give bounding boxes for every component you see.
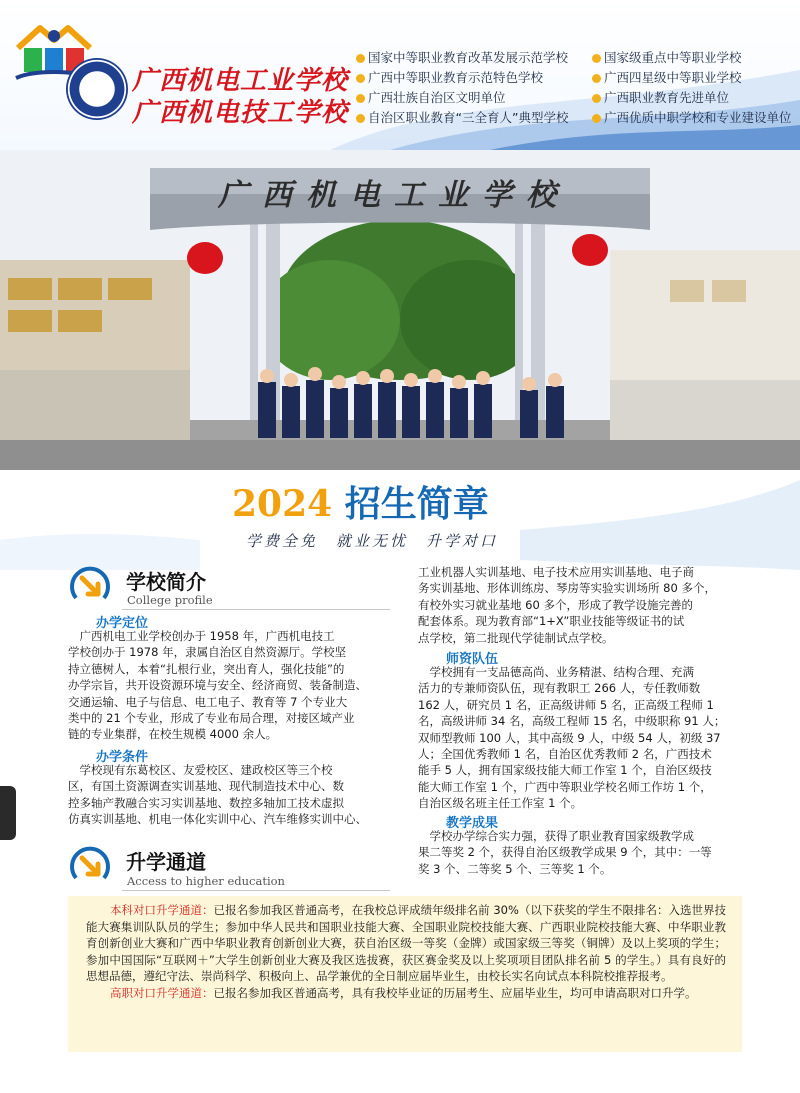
school-seal-icon <box>66 58 128 120</box>
slogan: 学费全免 就业无忧 升学对口 <box>246 532 499 550</box>
bullet-dot-icon <box>592 54 601 63</box>
honor-item: 国家级重点中等职业学校 <box>592 48 796 68</box>
vocational-text: 已报名参加我区普通高考，具有我校毕业证的历届考生、应届毕业生，均可申请高职对口升学。 <box>213 985 697 1000</box>
paragraph-teachers: 学校拥有一支品德高尚、业务精湛、结构合理、充满 活力的专兼师资队伍，现有教职工 266 人，专任教师数 162 人，研究员 1 名，正高级讲师 5 名，正高级工程师 1 名，高级讲师 34 名，高级工程师 15 名，中级职称 91 人； 双师型教师 100 人，其中高级 9 人，中级 54 人，初级 37 人；全国优秀教师 1 名，自治区优秀教师 2 名，广西技术 能手 5 人，拥有国家级技能大师工作室 1 个，自治区级技 能大师工作室 1 个，广西中等职业学校名师工作坊 1 个， 自治区级名班主任工作室 1 个。 <box>418 665 726 811</box>
bullet-dot-icon <box>356 74 365 83</box>
heading-teachers: 师资队伍 <box>446 652 499 667</box>
bullet-dot-icon <box>356 94 365 103</box>
section-divider <box>122 609 390 610</box>
honor-item: 广西职业教育先进单位 <box>592 88 796 108</box>
section-divider <box>122 890 390 891</box>
section-title-upgrade: 升学通道 <box>126 850 206 874</box>
bullet-dot-icon <box>592 114 601 123</box>
bachelor-channel <box>86 902 726 985</box>
section-subtitle-upgrade: Access to higher education <box>127 874 285 888</box>
arrow-circle-icon <box>68 842 112 886</box>
honor-item: 广西中等职业教育示范特色学校 <box>356 68 592 88</box>
school-gate-photo <box>0 150 800 480</box>
vocational-label: 高职对口升学通道： <box>110 985 214 1000</box>
gate-sign: 广西机电工业学校 <box>218 178 570 213</box>
upgrade-info-text <box>86 902 726 1002</box>
school-name-secondary: 广西机电技工学校 <box>132 98 349 128</box>
honor-item: 国家中等职业教育改革发展示范学校 <box>356 48 592 68</box>
heading-conditions: 办学条件 <box>96 750 149 765</box>
paragraph-results: 学校办学综合实力强，获得了职业教育国家级教学成 果二等奖 2 个，获得自治区级教学成果 9 个，其中：一等 奖 3 个、二等奖 5 个、三等奖 1 个。 <box>418 829 712 876</box>
heading-results: 教学成果 <box>446 816 499 831</box>
title-year: 2024 <box>232 483 333 525</box>
honor-item: 广西壮族自治区文明单位 <box>356 88 592 108</box>
bachelor-label: 本科对口升学通道： <box>110 903 214 917</box>
bachelor-text: 已报名参加我区普通高考，在我校总评成绩年级排名前 30%（以下获奖的学生不限排名：入选世界技能大赛集训队队员的学生；参加中华人民共和国职业技能大赛、全国职业院校技能大赛、广西职业院校技能大赛、中华职业教育创新创业大赛和广西中华职业教育创新创业大赛，获自治区级一等奖（金牌）或国家级三等奖（铜牌）及以上奖项的学生；参加中国国际“互联网＋”大学生创新创业大赛及我区选拔赛，获区赛金奖及以上奖项项目团队排名前 5 的学生。）具有良好的思想品德，遵纪守法、崇尚科学、积极向上、品学兼优的全日制应届毕业生，由校长实名向试点本科院校推荐报考。 <box>86 903 727 984</box>
vocational-channel <box>86 985 726 1002</box>
bullet-dot-icon <box>356 54 365 63</box>
section-subtitle-intro: College profile <box>127 593 213 607</box>
paragraph-position: 广西机电工业学校创办于 1958 年，广西机电技工 学校创办于 1978 年，隶属自治区自然资源厅。学校坚 持立德树人，本着“扎根行业，突出育人，强化技能”的 办学宗旨，共开设资源环境与安全、经济商贸、装备制造、 交通运输、电子与信息、电工电子、教育等 7 个专业大 类中的 21 个专业，形成了专业布局合理，对接区域产业 链的专业集群，在校生规模 4000 余人。 <box>68 629 367 742</box>
heading-position: 办学定位 <box>96 616 149 631</box>
arrow-circle-icon <box>68 562 112 606</box>
page-title <box>232 476 489 527</box>
section-title-intro: 学校简介 <box>126 570 206 594</box>
bullet-dot-icon <box>356 114 365 123</box>
honors-list <box>356 48 796 128</box>
side-edge-tab <box>0 786 16 840</box>
bullet-dot-icon <box>592 94 601 103</box>
school-name-primary: 广西机电工业学校 <box>132 66 349 96</box>
title-main: 招生简章 <box>344 484 489 525</box>
honor-item: 广西优质中职学校和专业建设单位 <box>592 108 796 128</box>
paragraph-conditions: 学校现有东葛校区、友爱校区、建政校区等三个校 区，有国土资源调查实训基地、现代制造技术中心、数 控多轴产教融合实习实训基地、数控多轴加工技术虚拟 仿真实训基地、机电一体化实训中心、汽车维修实训中心、 <box>68 763 367 827</box>
honor-item: 自治区职业教育“三全育人”典型学校 <box>356 108 592 128</box>
paragraph-conditions-continued: 工业机器人实训基地、电子技术应用实训基地、电子商 务实训基地、形体训练房、琴房等实验实训场所 80 多个， 有校外实习就业基地 60 多个，形成了教学设施完善的 配套体系。现为教育部“1+X”职业技能等级证书的试 点学校，第二批现代学徒制试点学校。 <box>418 565 716 645</box>
bullet-dot-icon <box>592 74 601 83</box>
honor-item: 广西四星级中等职业学校 <box>592 68 796 88</box>
